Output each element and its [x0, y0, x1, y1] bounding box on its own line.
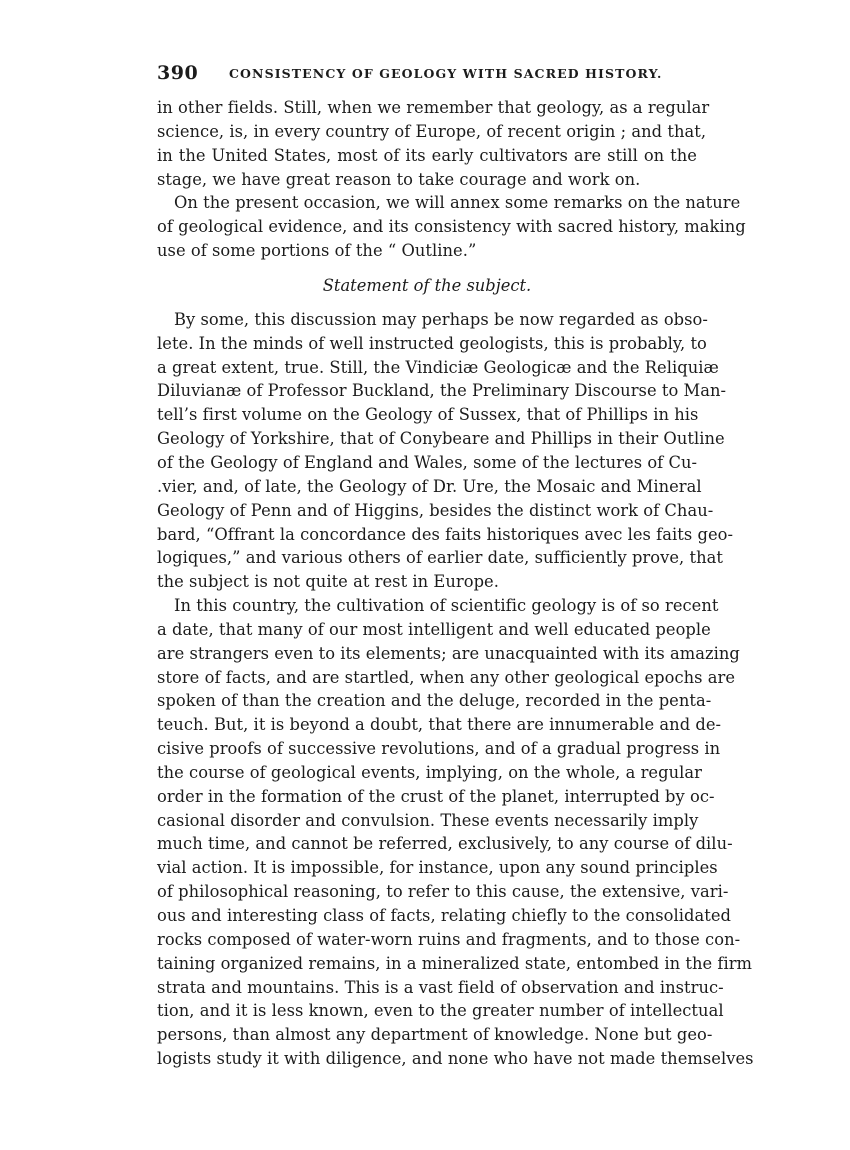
- text-line: science, is, in every country of Europe, of recent origin ; and that,: [157, 121, 707, 141]
- text-line: cisive proofs of successive revolutions, and of a gradual progress in: [157, 739, 721, 759]
- text-line: By some, this discussion may perhaps be now regarded as obso-: [174, 309, 708, 329]
- text-line: of the Geology of England and Wales, some of the lectures of Cu-: [157, 452, 698, 472]
- text-line: in the United States, most of its early cultivators are still on the: [157, 145, 697, 165]
- text-line: casional disorder and convulsion. These events necessarily imply: [157, 810, 699, 830]
- text-line: persons, than almost any department of knowledge. None but geo-: [157, 1025, 713, 1045]
- text-line: taining organized remains, in a mineralized state, entombed in the firm: [157, 953, 753, 973]
- text-line: stage, we have great reason to take courage and work on.: [157, 169, 641, 189]
- text-line: vial action. It is impossible, for instance, upon any sound principles: [157, 858, 718, 878]
- text-line: ous and interesting class of facts, relating chiefly to the consolidated: [157, 906, 731, 925]
- text-line: Geology of Yorkshire, that of Conybeare and Phillips in their Outline: [157, 429, 725, 449]
- text-line: much time, and cannot be referred, exclusively, to any course of dilu-: [157, 834, 733, 854]
- text-line: are strangers even to its elements; are unacquainted with its amazing: [157, 643, 740, 663]
- paragraph-statement: [157, 308, 734, 594]
- text-line: spoken of than the creation and the deluge, recorded in the penta-: [157, 691, 712, 711]
- text-line: of philosophical reasoning, to refer to this cause, the extensive, vari-: [157, 882, 729, 902]
- text-line: tell’s first volume on the Geology of Sussex, that of Phillips in his: [157, 405, 699, 425]
- page-header: [157, 62, 697, 88]
- text-line: .vier, and, of late, the Geology of Dr. Ure, the Mosaic and Mineral: [157, 476, 702, 496]
- text-line: bard, “Offrant la concordance des faits historiques avec les faits geo-: [157, 524, 734, 544]
- page-number: 390: [157, 62, 199, 84]
- text-line: tion, and it is less known, even to the greater number of intellectual: [157, 1001, 724, 1021]
- text-line: a great extent, true. Still, the Vindiciæ Geologicæ and the Reliquiæ: [157, 357, 719, 377]
- text-line: teuch. But, it is beyond a doubt, that there are innumerable and de-: [157, 715, 722, 735]
- text-line: In this country, the cultivation of scientific geology is of so recent: [174, 596, 719, 616]
- text-line: Geology of Penn and of Higgins, besides the distinct work of Chau-: [157, 500, 714, 520]
- text-line: rocks composed of water-worn ruins and fragments, and to those con-: [157, 929, 741, 949]
- text-line: On the present occasion, we will annex some remarks on the nature: [174, 193, 741, 213]
- paragraph-continued: [157, 96, 710, 191]
- text-line: logiques,” and various others of earlier date, sufficiently prove, that: [157, 548, 723, 568]
- text-line: store of facts, and are startled, when any other geological epochs are: [157, 667, 736, 687]
- text-line: lete. In the minds of well instructed geologists, this is probably, to: [157, 333, 707, 353]
- running-title: CONSISTENCY OF GEOLOGY WITH SACRED HISTORY.: [229, 66, 663, 81]
- text-line: logists study it with diligence, and none who have not made themselves: [157, 1049, 754, 1069]
- text-line: strata and mountains. This is a vast field of observation and instruc-: [157, 977, 724, 997]
- text-line: the subject is not quite at rest in Europe.: [157, 572, 499, 592]
- text-line: order in the formation of the crust of the planet, interrupted by oc-: [157, 786, 715, 806]
- section-heading: Statement of the subject.: [322, 275, 532, 295]
- text-line: of geological evidence, and its consistency with sacred history, making: [157, 217, 746, 237]
- text-line: a date, that many of our most intelligent and well educated people: [157, 619, 711, 639]
- paragraph-outline-remarks: [157, 191, 746, 263]
- body-text: [157, 96, 754, 1071]
- paragraph-this-country: [157, 594, 754, 1071]
- text-line: the course of geological events, implying, on the whole, a regular: [157, 762, 702, 782]
- text-line: in other fields. Still, when we remember that geology, as a regular: [157, 98, 710, 117]
- text-line: Diluvianæ of Professor Buckland, the Preliminary Discourse to Man-: [157, 381, 727, 401]
- text-line: use of some portions of the “ Outline.”: [157, 241, 477, 261]
